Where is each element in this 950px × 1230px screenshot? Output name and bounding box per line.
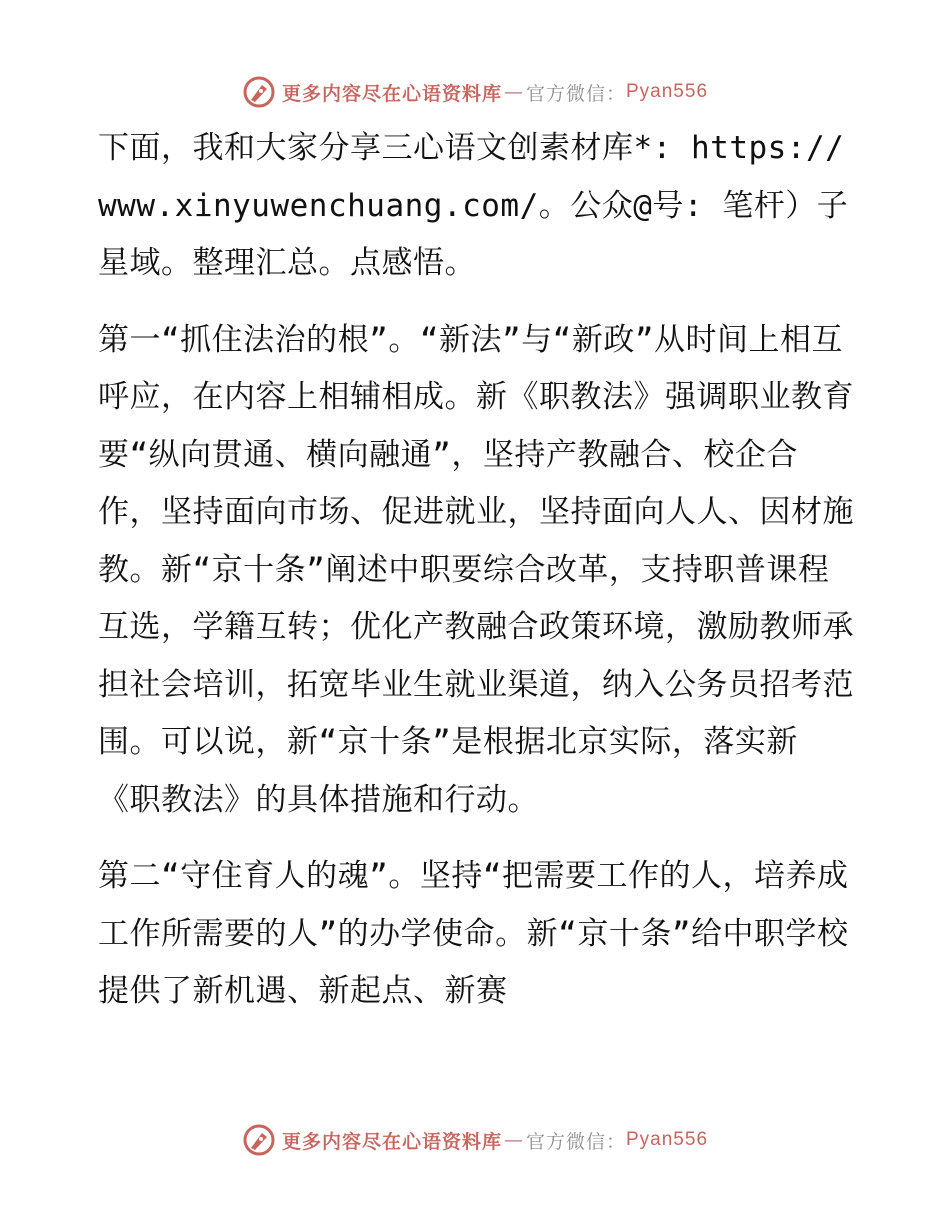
banner-main-text: 更多内容尽在心语资料库 [281,1130,502,1153]
paragraph-second: 第二“守住育人的魂”。坚持“把需要工作的人，培养成工作所需要的人”的办学使命。新“京十条”给中职学校提供了新机遇、新起点、新赛 [98,858,849,1009]
banner-separator: — [503,81,524,103]
paragraph-intro: 下面，我和大家分享三心语文创素材库*: https://www.xinyuwenchuang.com/。公众@号: 笔杆）子星域。整理汇总。点感悟。 [98,130,849,281]
banner-main-text: 更多内容尽在心语资料库 [281,82,502,105]
header-watermark-banner [0,72,950,112]
footer-watermark-banner [0,1120,950,1160]
banner-wechat-id: Pyan556 [626,81,709,102]
banner-wechat-label: 官方微信： [525,82,626,105]
paragraph-first: 第一“抓住法治的根”。“新法”与“新政”从时间上相互呼应，在内容上相辅相成。新《职教法》强调职业教育要“纵向贯通、横向融通”，坚持产教融合、校企合作，坚持面向市场、促进就业，坚持面向人人、因材施教。新“京十条”阐述中职要综合改革，支持职普课程互选，学籍互转；优化产教融合政策环境，激励教师承担社会培训，拓宽毕业生就业渠道，纳入公务员招考范围。可以说，新“京十条”是根据北京实际，落实新《职教法》的具体措施和行动。 [98,321,854,818]
banner-wechat-label: 官方微信： [525,1130,626,1153]
pen-nib-icon [242,75,276,109]
document-body [98,120,858,1040]
pen-nib-icon [242,1123,276,1157]
banner-wechat-id: Pyan556 [626,1129,709,1150]
banner-separator: — [503,1129,524,1151]
